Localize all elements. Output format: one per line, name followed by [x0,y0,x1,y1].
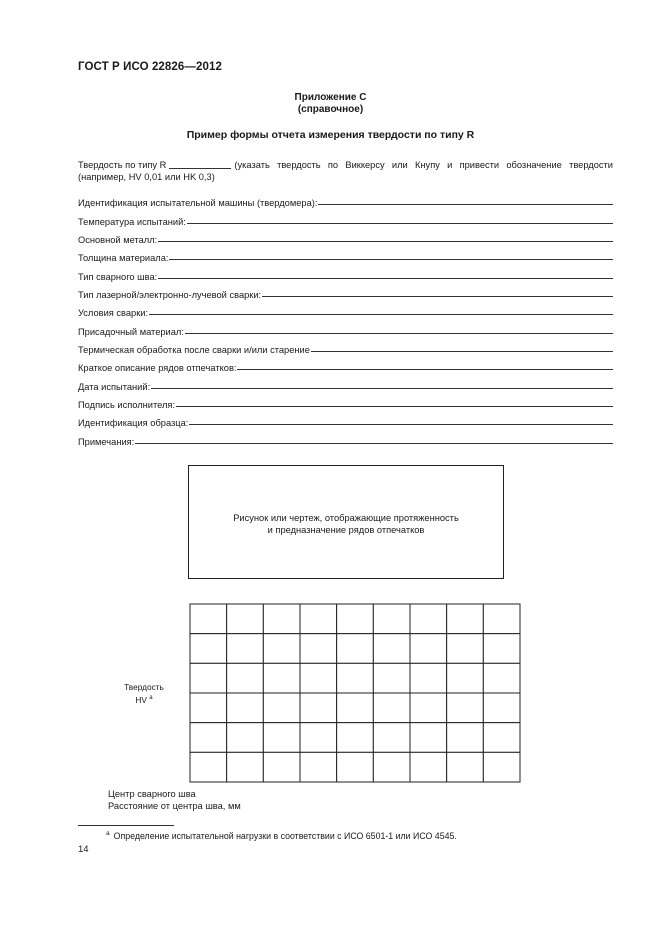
grid-cell[interactable] [337,723,374,753]
fill-line[interactable] [151,388,613,389]
fill-line[interactable] [185,333,613,334]
grid-cell[interactable] [447,693,484,723]
page-title: Пример формы отчета измерения твердости по типу R [186,129,475,141]
grid-cell[interactable] [373,604,410,634]
grid-cell[interactable] [337,663,374,693]
grid-cell[interactable] [447,604,484,634]
grid-cell[interactable] [300,604,337,634]
grid-cell[interactable] [190,604,227,634]
grid-cell[interactable] [227,604,264,634]
grid-cell[interactable] [373,752,410,782]
grid-cell[interactable] [227,663,264,693]
grid-y-label [112,682,176,706]
footnote-marker: a [106,830,110,837]
figure-placeholder-text [189,512,503,536]
field-beam-welding-type[interactable] [78,282,613,300]
grid-cell[interactable] [300,693,337,723]
field-machine-id[interactable] [78,190,613,208]
grid-cell[interactable] [410,634,447,664]
grid-x-label-line2: Расстояние от центра шва, мм [108,801,241,811]
field-label: Примечания: [78,436,135,447]
fill-line[interactable] [311,351,613,352]
field-filler-material[interactable] [78,318,613,336]
document-header: ГОСТ Р ИСО 22826—2012 [78,61,223,73]
grid-y-label-line1: Твердость [124,682,164,692]
field-label: Основной металл: [78,235,158,246]
field-label: Дата испытаний: [78,381,151,392]
grid-cell[interactable] [337,693,374,723]
grid-cell[interactable] [337,752,374,782]
field-label: Температура испытаний: [78,216,186,227]
grid-cell[interactable] [483,723,520,753]
grid-cell[interactable] [410,663,447,693]
grid-cell[interactable] [190,634,227,664]
figure-placeholder-line1: Рисунок или чертеж, отображающие протяженность [233,513,459,523]
fill-line[interactable] [262,296,613,297]
field-label: Толщина материала: [78,253,169,264]
grid-cell[interactable] [483,752,520,782]
grid-cell[interactable] [263,693,300,723]
grid-cell[interactable] [483,634,520,664]
field-base-metal[interactable] [78,227,613,245]
grid-cell[interactable] [263,723,300,753]
intro-paragraph [78,159,613,183]
grid-cell[interactable] [373,663,410,693]
hardness-grid[interactable] [189,603,521,783]
footnote [106,830,457,841]
grid-cell[interactable] [263,752,300,782]
figure-placeholder-line2: и предназначение рядов отпечатков [267,525,425,535]
grid-x-label-line1: Центр сварного шва [108,789,196,799]
grid-cell[interactable] [300,634,337,664]
grid-cell[interactable] [190,752,227,782]
grid-cell[interactable] [227,723,264,753]
grid-cell[interactable] [190,693,227,723]
field-material-thickness[interactable] [78,245,613,263]
report-fields [78,190,613,447]
grid-cell[interactable] [300,752,337,782]
field-label: Тип лазерной/электронно-лучевой сварки: [78,290,262,301]
grid-cell[interactable] [263,634,300,664]
grid-cell[interactable] [190,723,227,753]
fill-line[interactable] [237,369,613,370]
field-weld-type[interactable] [78,263,613,281]
footnote-divider [78,825,174,826]
grid-cell[interactable] [410,693,447,723]
field-label: Условия сварки: [78,308,149,319]
grid-cell[interactable] [447,723,484,753]
grid-cell[interactable] [483,693,520,723]
field-label: Термическая обработка после сварки и/или старение [78,345,310,356]
grid-cell[interactable] [300,723,337,753]
grid-cell[interactable] [410,604,447,634]
grid-cell[interactable] [373,634,410,664]
field-welding-conditions[interactable] [78,300,613,318]
intro-line2: (например, HV 0,01 или HK 0,3) [78,172,215,182]
field-indentation-rows[interactable] [78,355,613,373]
grid-cell[interactable] [227,752,264,782]
field-test-temperature[interactable] [78,208,613,226]
grid-cell[interactable] [410,723,447,753]
grid-cell[interactable] [263,663,300,693]
fill-line[interactable] [189,424,613,425]
fill-line[interactable] [187,223,613,224]
grid-cell[interactable] [373,723,410,753]
field-operator-signature[interactable] [78,392,613,410]
grid-cell[interactable] [483,604,520,634]
intro-line1-start: Твердость по типу R [78,160,167,170]
grid-y-label-unit: HV [135,694,147,705]
hardness-type-blank[interactable] [169,159,231,169]
field-post-weld-heat-treatment[interactable] [78,337,613,355]
fill-line[interactable] [158,241,613,242]
fill-line[interactable] [158,278,613,279]
footnote-text: Определение испытательной нагрузки в соответствии с ИСО 6501-1 или ИСО 4545. [113,830,457,841]
grid-cell[interactable] [337,634,374,664]
field-label: Тип сварного шва: [78,271,158,282]
fill-line[interactable] [135,443,613,444]
fill-line[interactable] [149,314,613,315]
field-label: Идентификация испытательной машины (твердомера): [78,198,318,209]
grid-y-label-line2 [112,693,176,706]
field-label: Присадочный материал: [78,326,184,337]
grid-cell[interactable] [300,663,337,693]
figure-placeholder-box[interactable] [188,465,504,579]
field-label: Подпись исполнителя: [78,400,176,411]
grid-y-label-footnote-marker: a [149,695,153,701]
intro-line1-end: (указать твердость по Виккерсу или Кнупу и привести обозначение твердости [234,160,613,170]
grid-cell[interactable] [263,604,300,634]
field-specimen-id[interactable] [78,410,613,428]
field-label: Идентификация образца: [78,418,189,429]
page-number: 14 [78,844,89,855]
grid-cell[interactable] [447,663,484,693]
grid-cell[interactable] [373,693,410,723]
grid-cell[interactable] [227,693,264,723]
grid-cell[interactable] [447,634,484,664]
appendix-heading [0,92,661,116]
field-test-date[interactable] [78,373,613,391]
field-label: Краткое описание рядов отпечатков: [78,363,237,374]
field-notes[interactable] [78,428,613,446]
grid-cell[interactable] [227,634,264,664]
appendix-title: Приложение С [294,92,367,103]
appendix-subtitle: (справочное) [297,104,364,115]
fill-line[interactable] [318,204,613,205]
grid-cell[interactable] [410,752,447,782]
fill-line[interactable] [169,259,613,260]
grid-cell[interactable] [447,752,484,782]
grid-cell[interactable] [190,663,227,693]
grid-cell[interactable] [483,663,520,693]
grid-cell[interactable] [337,604,374,634]
fill-line[interactable] [176,406,613,407]
